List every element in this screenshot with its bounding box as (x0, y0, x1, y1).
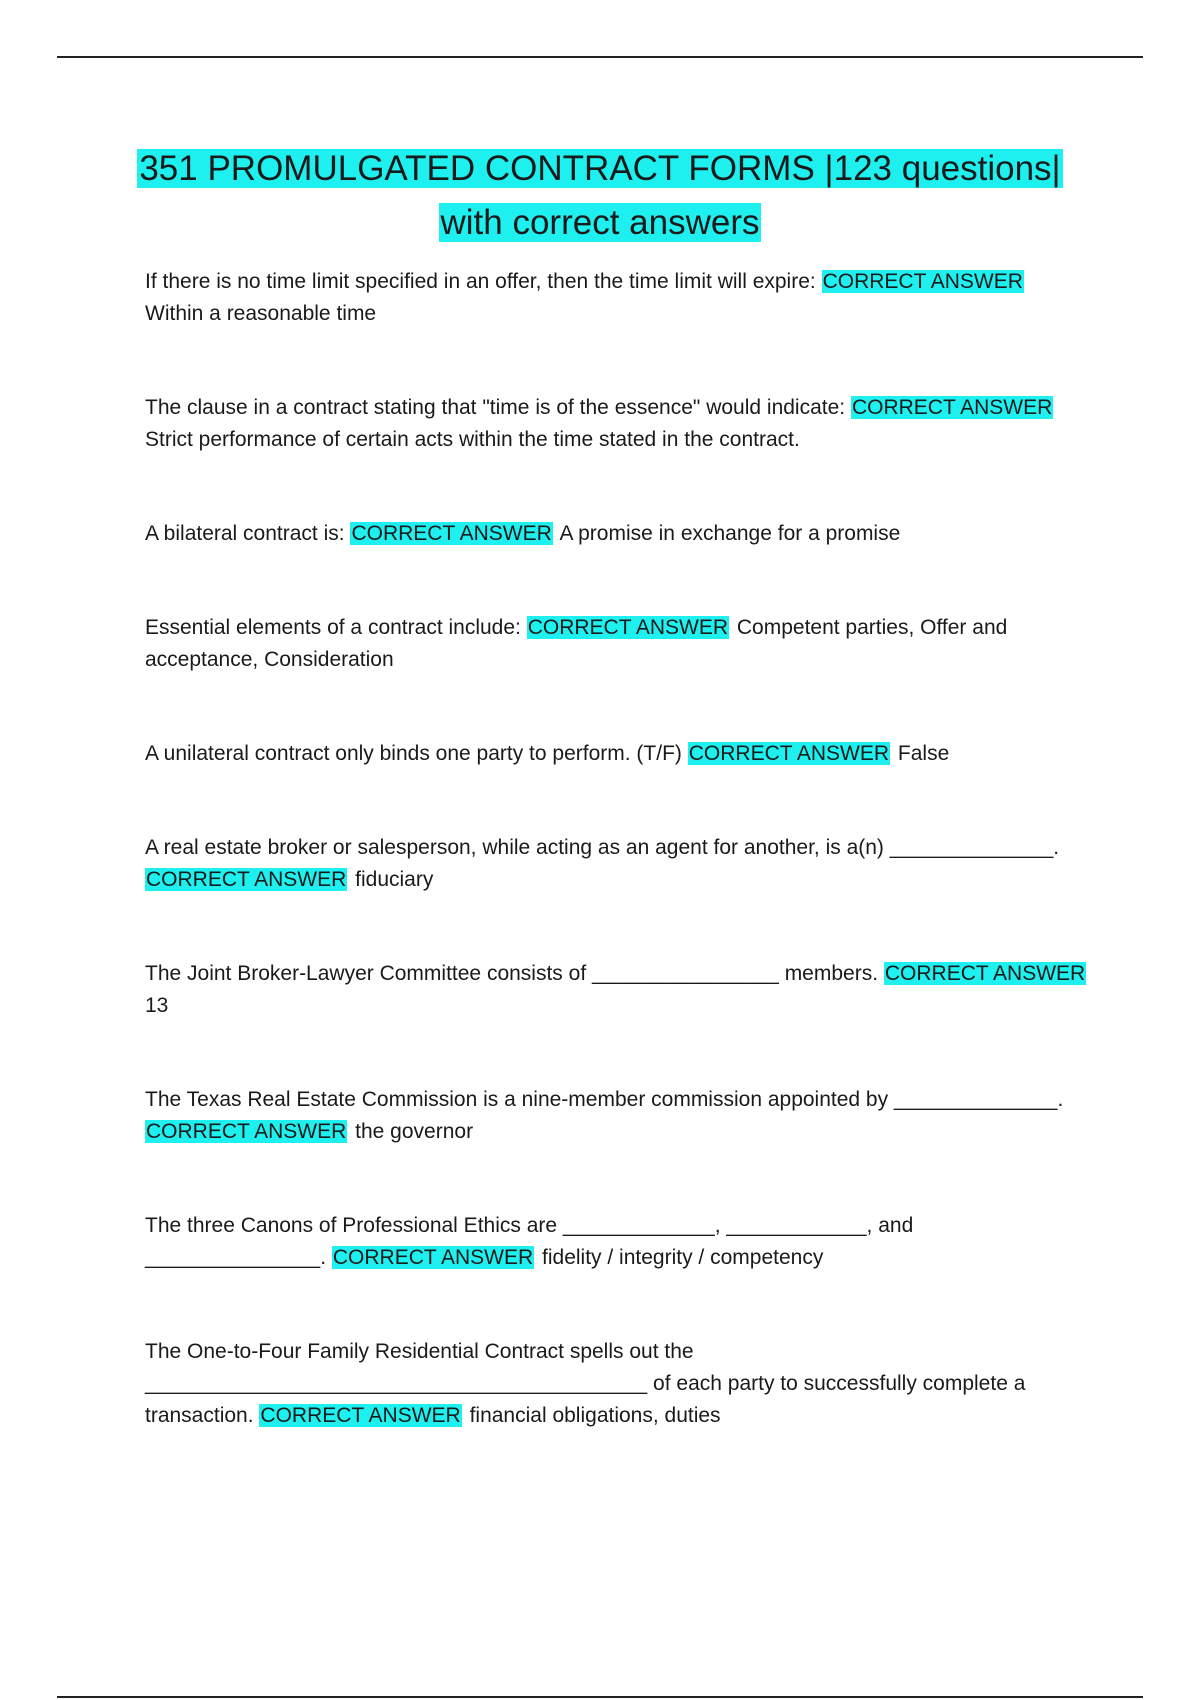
question-text: If there is no time limit specified in an offer, then the time limit will expire: (145, 270, 816, 293)
qa-item-2 (145, 392, 1095, 456)
correct-answer-label: CORRECT ANSWER (688, 742, 890, 765)
page-title (100, 142, 1100, 250)
correct-answer-label: CORRECT ANSWER (351, 522, 552, 545)
bottom-rule (57, 1696, 1143, 1698)
qa-item-7 (145, 958, 1095, 1022)
top-rule (57, 56, 1143, 58)
answer-text: Within a reasonable time (145, 302, 377, 325)
answer-text: fidelity / integrity / competency (542, 1246, 824, 1269)
answer-text: 13 (145, 994, 169, 1017)
answer-text: fiduciary (355, 868, 434, 891)
answer-text: financial obligations, duties (469, 1404, 721, 1427)
question-text: The three Canons of Professional Ethics are _____________, ____________, and _______________. (145, 1214, 914, 1269)
qa-item-1 (145, 266, 1095, 330)
answer-text: the governor (355, 1120, 474, 1143)
qa-item-8 (145, 1084, 1095, 1148)
answer-text: Competent parties, Offer and acceptance, Consideration (145, 616, 1008, 671)
correct-answer-label: CORRECT ANSWER (527, 616, 729, 639)
correct-answer-label: CORRECT ANSWER (884, 962, 1086, 985)
question-list (145, 266, 1095, 1432)
qa-item-5 (145, 738, 1095, 770)
qa-item-3 (145, 518, 1095, 550)
question-text: The Texas Real Estate Commission is a nine-member commission appointed by ______________. (145, 1088, 1064, 1111)
question-text: The Joint Broker-Lawyer Committee consists of ________________ members. (145, 962, 879, 985)
question-text: A unilateral contract only binds one party to perform. (T/F) (145, 742, 682, 765)
answer-text: A promise in exchange for a promise (559, 522, 901, 545)
correct-answer-label: CORRECT ANSWER (851, 396, 1053, 419)
correct-answer-label: CORRECT ANSWER (146, 868, 347, 891)
answer-text: Strict performance of certain acts within the time stated in the contract. (145, 428, 800, 451)
correct-answer-label: CORRECT ANSWER (146, 1120, 347, 1143)
title-line-2: with correct answers (440, 203, 760, 242)
correct-answer-label: CORRECT ANSWER (822, 270, 1023, 293)
question-text: A real estate broker or salesperson, while acting as an agent for another, is a(n) ______________. (145, 836, 1060, 859)
qa-item-9 (145, 1210, 1095, 1274)
question-text: A bilateral contract is: (145, 522, 345, 545)
qa-item-10 (145, 1336, 1095, 1432)
qa-item-6 (145, 832, 1095, 896)
correct-answer-label: CORRECT ANSWER (260, 1404, 461, 1427)
qa-item-4 (145, 612, 1095, 676)
question-text: The One-to-Four Family Residential Contract spells out the ___________________________________________ of each party to successfully complete a transaction. (145, 1340, 1026, 1427)
question-text: Essential elements of a contract include: (145, 616, 521, 639)
answer-text: False (897, 742, 950, 765)
correct-answer-label: CORRECT ANSWER (332, 1246, 534, 1269)
question-text: The clause in a contract stating that "time is of the essence" would indicate: (145, 396, 846, 419)
title-line-1: 351 PROMULGATED CONTRACT FORMS |123 questions| (139, 149, 1061, 188)
